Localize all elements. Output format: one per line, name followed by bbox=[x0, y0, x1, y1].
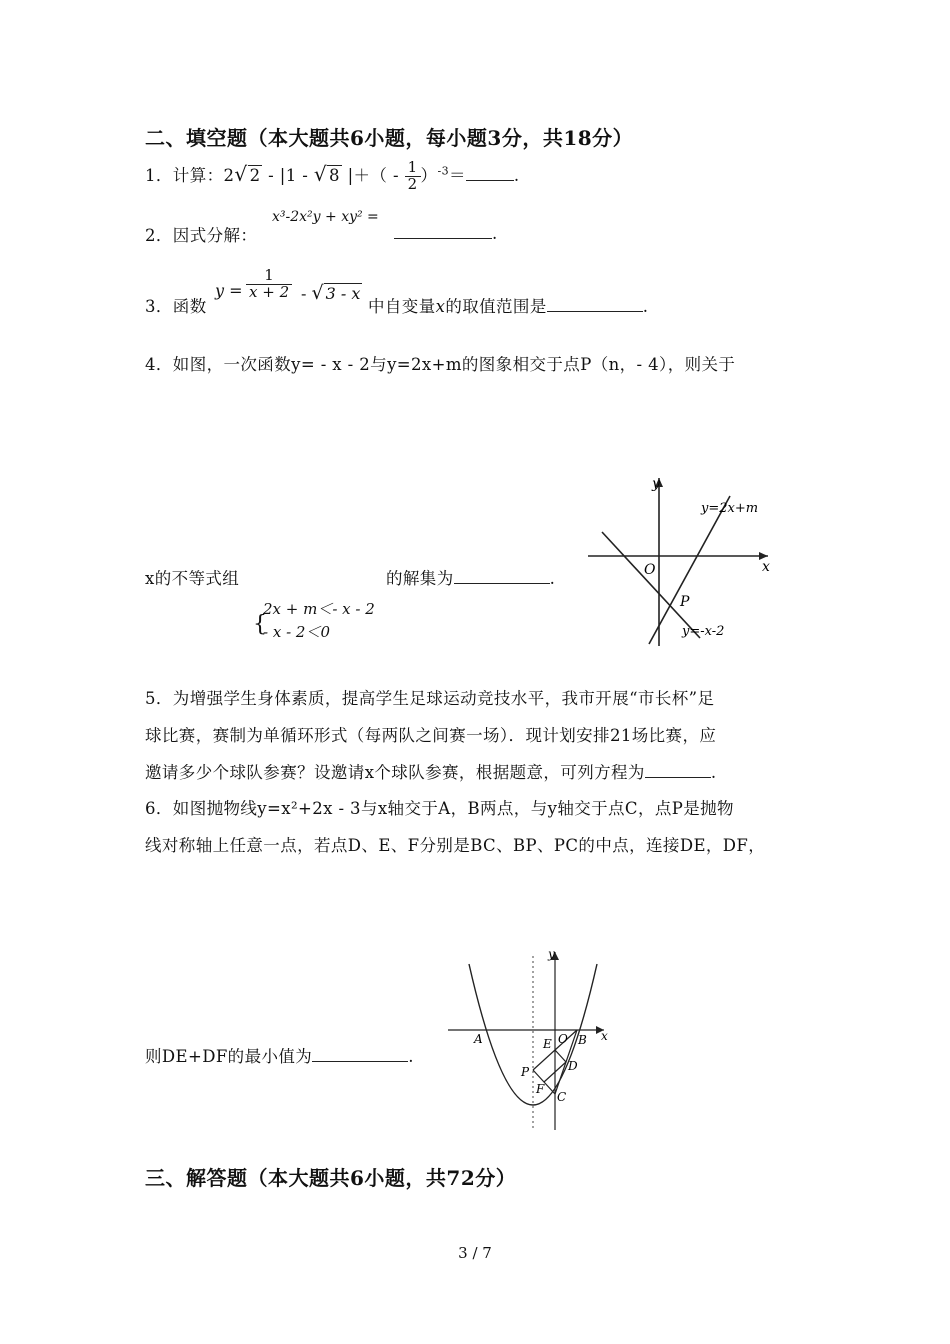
q5-line1: 5．为增强学生身体素质，提高学生足球运动竞技水平，我市开展“市长杯”足 bbox=[145, 689, 715, 708]
question-1: 1．计算：2√ 2 - |1 - √ 8 |＋（ - $\frac{1}{2}$ ）$^{-3}$＝ . bbox=[145, 158, 520, 193]
q1-sqrt-a: 2 bbox=[249, 165, 261, 185]
q2-expression: x³-2x²y + xy² = bbox=[272, 209, 379, 225]
q2-answer-line bbox=[394, 224, 498, 244]
q3-minus: - bbox=[301, 284, 312, 303]
q6-end: . bbox=[408, 1047, 414, 1066]
q4-line2-a: x的不等式组 bbox=[145, 569, 240, 588]
question-2-prefix: 2．因式分解： bbox=[145, 226, 258, 245]
q4-label-line-neg: y=-x-2 bbox=[682, 624, 725, 639]
q1-tail: ＝ bbox=[448, 165, 466, 185]
q6-segment-de bbox=[555, 1050, 566, 1062]
q6-figure bbox=[444, 946, 614, 1132]
q6-line2: 线对称轴上任意一点，若点D、E、F分别是BC、BP、PC的中点，连接DE，DF， bbox=[145, 836, 766, 855]
q2-answer-blank[interactable] bbox=[394, 224, 492, 239]
q6-label-b: B bbox=[578, 1033, 587, 1047]
q4-inequality-system bbox=[253, 598, 375, 645]
q6-label-x: x bbox=[601, 1029, 608, 1043]
q4-figure bbox=[582, 470, 774, 650]
section3-title: 三、解答题（本大题共6小题，共72分） bbox=[145, 1166, 517, 1190]
q3-fraction bbox=[246, 268, 292, 301]
brace-icon: { bbox=[253, 612, 267, 637]
q6-label-f: F bbox=[536, 1082, 545, 1096]
q6-label-y: y bbox=[548, 947, 555, 961]
q4-label-p: P bbox=[680, 594, 690, 610]
q1-frac-num: 1 bbox=[405, 160, 421, 177]
q6-label-d: D bbox=[568, 1059, 578, 1073]
q4-sys-line2: - x - 2＜0 bbox=[263, 623, 330, 642]
q1-exp: ） bbox=[420, 165, 438, 185]
q6-label-a: A bbox=[474, 1032, 483, 1046]
q1-end: . bbox=[513, 165, 520, 185]
q4-answer-blank[interactable] bbox=[454, 569, 550, 584]
q3-var: x bbox=[435, 297, 446, 316]
q1-prefix: 1．计算：2 bbox=[145, 165, 235, 185]
q5-end: . bbox=[710, 763, 717, 782]
q1-mid: - |1 - bbox=[262, 165, 314, 185]
q3-y-eq: y = bbox=[215, 281, 243, 300]
q5-answer-blank[interactable] bbox=[645, 763, 711, 778]
q6-label-p: P bbox=[521, 1065, 530, 1079]
q4-figure-bg bbox=[582, 470, 774, 650]
q4-sys-line1: 2x + m＜- x - 2 bbox=[263, 600, 375, 618]
q5-line3: 邀请多少个球队参赛？设邀请x个球队参赛，根据题意，可列方程为 bbox=[145, 763, 645, 782]
q1-after: |＋（ - bbox=[341, 165, 405, 185]
q3-frac-den: x + 2 bbox=[249, 282, 290, 301]
page-number: 3 / 7 bbox=[458, 1244, 492, 1262]
section2-title: 二、填空题（本大题共6小题，每小题3分，共18分） bbox=[145, 126, 634, 150]
q1-exp-sup: -3 bbox=[437, 164, 449, 178]
q1-answer-blank[interactable] bbox=[466, 166, 514, 181]
q3-sqrt-body: 3 - x bbox=[325, 284, 361, 303]
q3-answer-blank[interactable] bbox=[547, 297, 643, 312]
q3-radical: - √ 3 - x bbox=[301, 282, 361, 304]
q4-label-y: y bbox=[652, 476, 660, 492]
q2-end: . bbox=[492, 224, 498, 243]
q4-label-o: O bbox=[644, 562, 656, 578]
q4-line2 bbox=[386, 565, 555, 589]
q6-label-e: E bbox=[543, 1037, 552, 1051]
q5-line2: 球比赛，赛制为单循环形式（每两队之间赛一场）．现计划安排21场比赛，应 bbox=[145, 726, 717, 745]
q6-line1: 6．如图抛物线y=x²+2x - 3与x轴交于A，B两点，与y轴交于点C，点P是抛物 bbox=[145, 799, 734, 818]
q6-label-c: C bbox=[557, 1090, 567, 1104]
q4-label-line-pos: y=2x+m bbox=[701, 501, 759, 516]
q3-prefix: 3．函数 bbox=[145, 297, 207, 316]
q4-line1: 4．如图，一次函数y= - x - 2与y=2x+m的图象相交于点P（n，- 4），则关于 bbox=[145, 355, 736, 374]
q4-end: . bbox=[549, 569, 556, 588]
q6-line3: 则DE+DF的最小值为 bbox=[145, 1047, 313, 1066]
q1-frac-den: 2 bbox=[407, 174, 418, 193]
q1-sqrt-b: 8 bbox=[329, 165, 340, 185]
q3-suffix-a: 中自变量 bbox=[368, 297, 436, 316]
q5-line3-wrap bbox=[145, 759, 716, 783]
q6-answer-blank[interactable] bbox=[312, 1047, 408, 1062]
q3-suffix bbox=[368, 293, 648, 317]
q4-line2-b: 的解集为 bbox=[386, 569, 454, 588]
q3-end: . bbox=[642, 297, 649, 316]
q6-line3-wrap bbox=[145, 1043, 414, 1067]
q4-label-x: x bbox=[762, 559, 770, 575]
q3-frac-num: 1 bbox=[246, 268, 292, 285]
q3-suffix-b: 的取值范围是 bbox=[445, 297, 547, 316]
q6-label-o: O bbox=[558, 1032, 568, 1046]
